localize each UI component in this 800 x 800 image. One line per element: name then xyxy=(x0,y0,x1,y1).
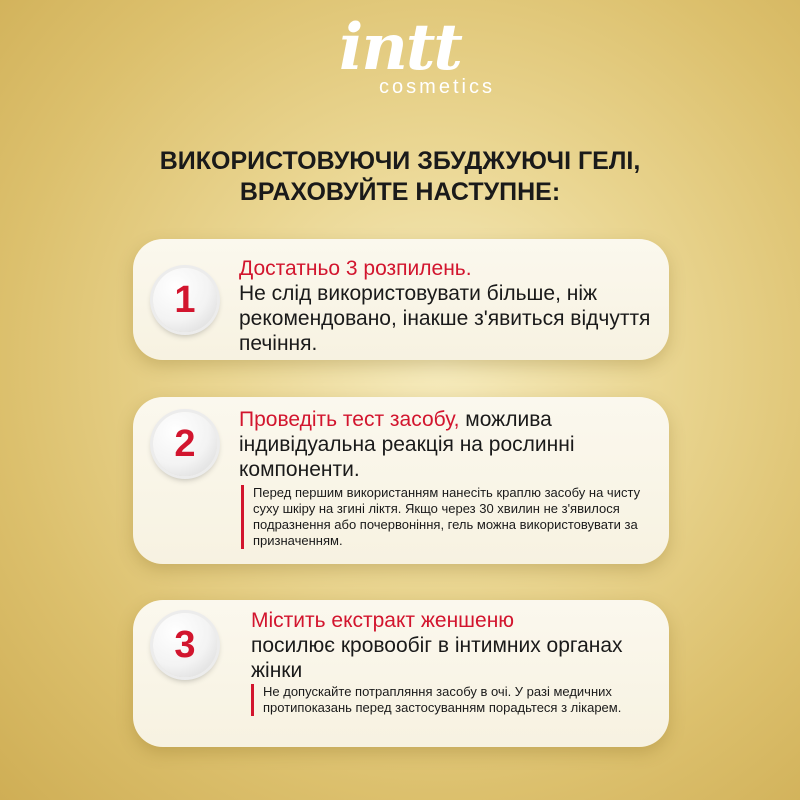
tip-number-badge: 1 xyxy=(153,268,217,332)
tip-highlight: Містить екстракт женшеню xyxy=(251,609,515,632)
tip-body: можлива індивідуальна реакція на рослинні компоненти. xyxy=(239,408,575,481)
tip-card-3 xyxy=(133,600,669,747)
tip-note: Не допускайте потрапляння засобу в очі. У разі медичних протипоказань перед застосуванням порадьтеся з лікарем. xyxy=(251,684,663,716)
headline-line-1: ВИКОРИСТОВУЮЧИ ЗБУДЖУЮЧІ ГЕЛІ, xyxy=(159,147,641,175)
logo-subtitle: cosmetics xyxy=(379,76,495,98)
tip-text xyxy=(251,608,661,683)
brand-logo xyxy=(0,12,800,99)
tip-text xyxy=(239,407,659,482)
tip-card-2 xyxy=(133,397,669,564)
tip-highlight: Достатньо 3 розпилень. xyxy=(239,257,472,280)
tip-text xyxy=(239,256,659,356)
tip-highlight: Проведіть тест засобу, xyxy=(239,408,460,431)
page-headline xyxy=(0,146,800,208)
headline-line-2: ВРАХОВУЙТЕ НАСТУПНЕ: xyxy=(239,178,561,206)
logo-wordmark: intt xyxy=(339,10,461,85)
tip-number-badge: 3 xyxy=(153,613,217,677)
tip-card-1 xyxy=(133,239,669,360)
tip-body: посилює кровообіг в інтимних органах жінки xyxy=(251,634,623,682)
tip-body: Не слід використовувати більше, ніж рекомендовано, інакше з'явиться відчуття печіння. xyxy=(239,282,651,355)
tip-number-badge: 2 xyxy=(153,412,217,476)
tip-note: Перед першим використанням нанесіть краплю засобу на чисту суху шкіру на згині ліктя. Якщо через 30 хвилин не з'явилося подразнення або почервоніння, гель можна використовувати за призначенням. xyxy=(241,485,663,549)
